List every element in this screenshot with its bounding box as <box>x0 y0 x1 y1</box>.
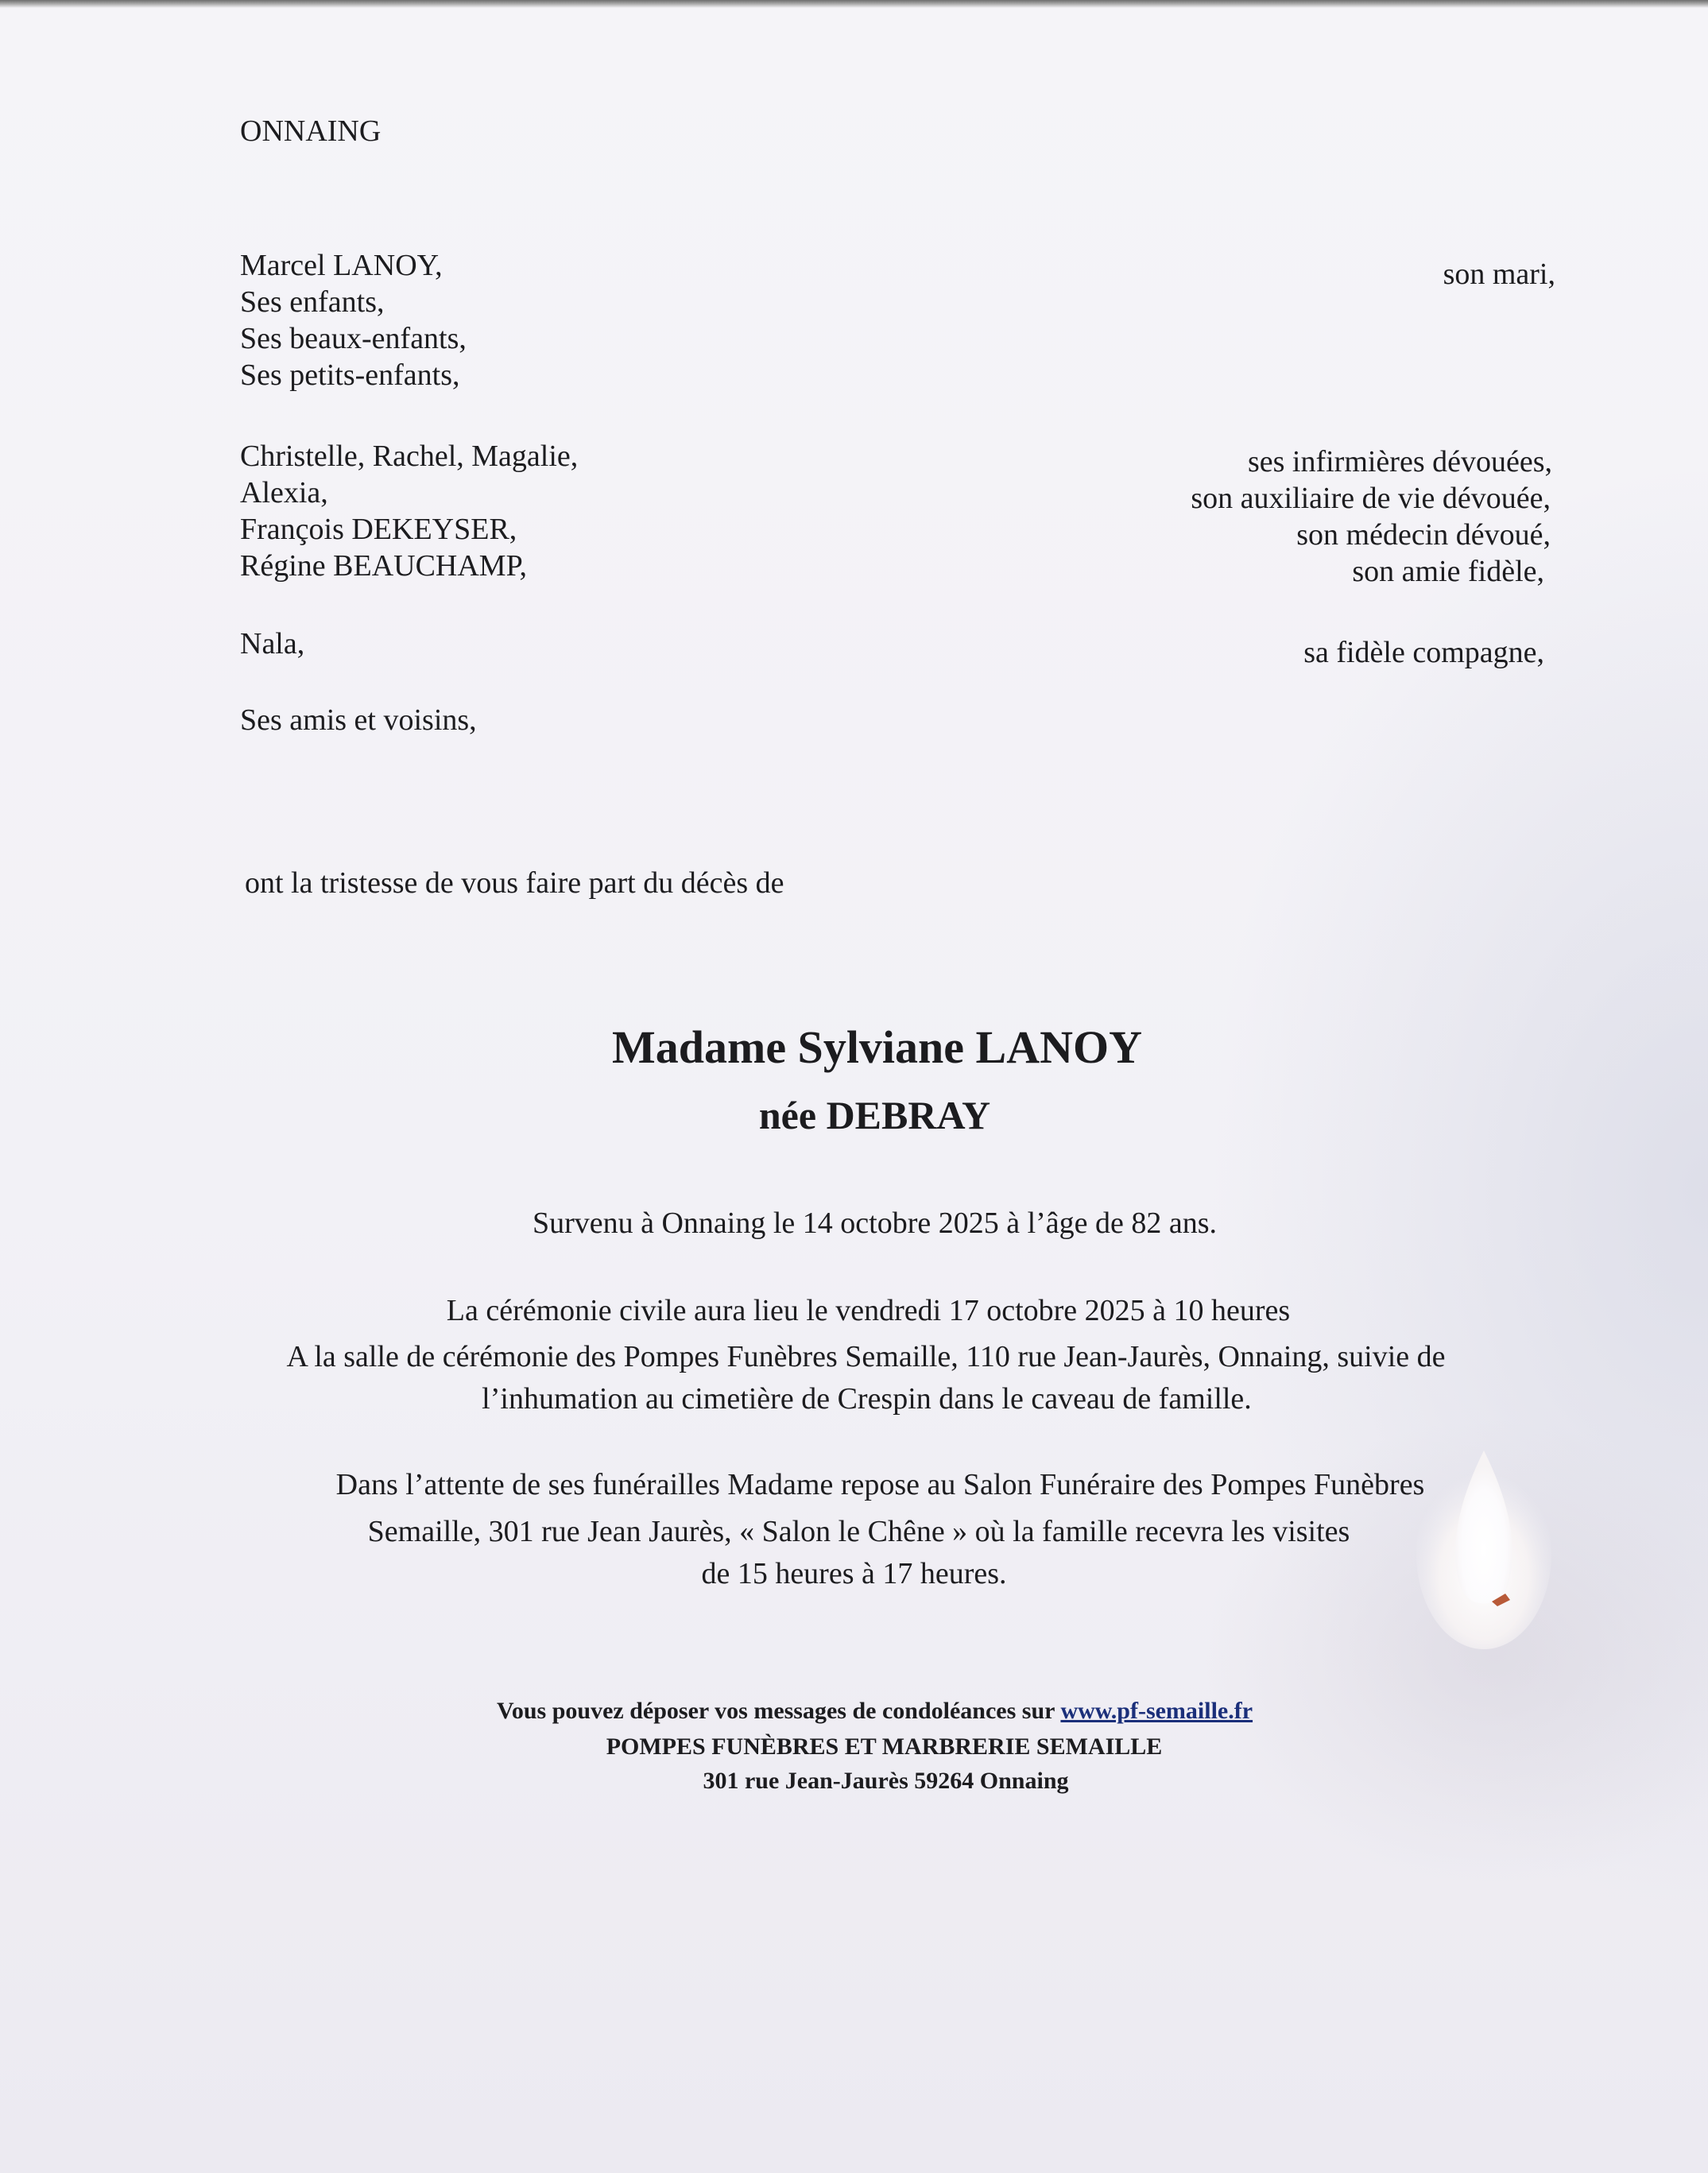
condolences-line <box>21 1695 1708 1727</box>
friends-line: Ses amis et voisins, <box>240 703 477 737</box>
announcement-line: ont la tristesse de vous faire part du décès de <box>245 866 784 900</box>
family-role: son mari, <box>1443 258 1555 291</box>
carer-name: Alexia, <box>240 476 328 509</box>
ceremony-line: La cérémonie civile aura lieu le vendredi 17 octobre 2025 à 10 heures <box>446 1294 1291 1327</box>
carer-role: son amie fidèle, <box>1352 555 1544 588</box>
visits-line: de 15 heures à 17 heures. <box>701 1557 1007 1590</box>
family-line: Marcel LANOY, <box>240 249 443 282</box>
scan-top-edge <box>0 0 1708 8</box>
carer-role: ses infirmières dévouées, <box>1247 445 1552 478</box>
company-address: 301 rue Jean-Jaurès 59264 Onnaing <box>703 1768 1069 1794</box>
town-heading: ONNAING <box>240 114 381 148</box>
death-info: Survenu à Onnaing le 14 octobre 2025 à l’âge de 82 ans. <box>532 1207 1218 1240</box>
carer-name: Régine BEAUCHAMP, <box>240 549 528 583</box>
website-link[interactable]: www.pf-semaille.fr <box>1060 1698 1253 1724</box>
family-line: Ses petits-enfants, <box>240 358 460 392</box>
deceased-maiden-name: née DEBRAY <box>758 1093 991 1137</box>
visits-line: Dans l’attente de ses funérailles Madame repose au Salon Funéraire des Pompes Funèbres <box>335 1468 1425 1501</box>
company-name: POMPES FUNÈBRES ET MARBRERIE SEMAILLE <box>606 1733 1163 1760</box>
deceased-name: Madame Sylviane LANOY <box>612 1021 1142 1073</box>
ceremony-line: l’inhumation au cimetière de Crespin dans le caveau de famille. <box>482 1382 1252 1416</box>
companion-name: Nala, <box>240 627 305 660</box>
family-line: Ses beaux-enfants, <box>240 322 467 355</box>
carer-role: son médecin dévoué, <box>1296 518 1551 552</box>
ceremony-line: A la salle de cérémonie des Pompes Funèbres Semaille, 110 rue Jean-Jaurès, Onnaing, suivie de <box>286 1340 1446 1373</box>
carer-role: son auxiliaire de vie dévouée, <box>1191 482 1551 515</box>
companion-role: sa fidèle compagne, <box>1303 636 1544 669</box>
condolences-text: Vous pouvez déposer vos messages de condoléances sur <box>496 1698 1061 1724</box>
visits-line: Semaille, 301 rue Jean Jaurès, « Salon le Chêne » où la famille recevra les visites <box>367 1515 1350 1548</box>
family-line: Ses enfants, <box>240 285 385 319</box>
carer-name: Christelle, Rachel, Magalie, <box>240 440 579 473</box>
carer-name: François DEKEYSER, <box>240 513 517 546</box>
